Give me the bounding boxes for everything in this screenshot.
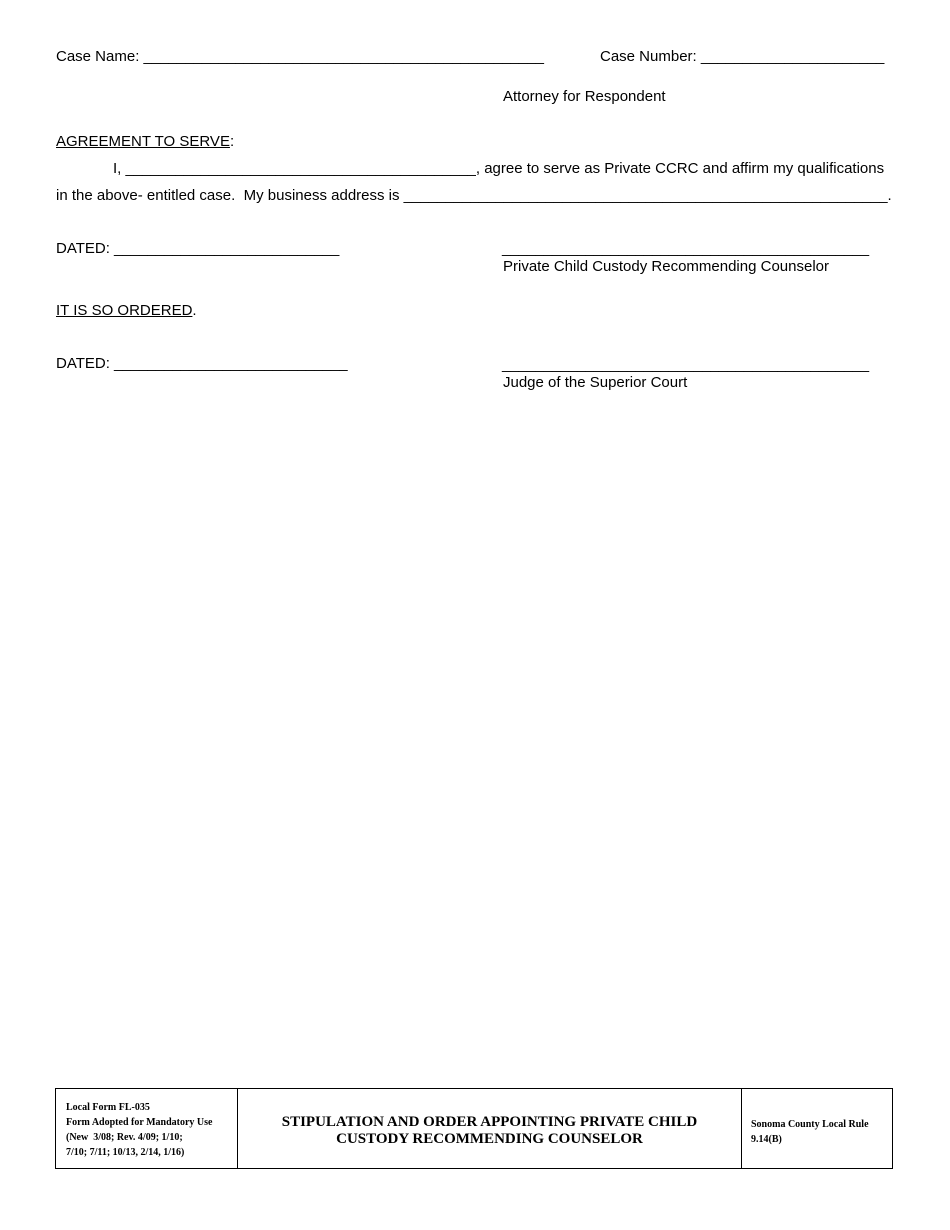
agreement-line-2: in the above- entitled case. My business address is __________________________________________________________.: [56, 187, 892, 204]
footer-form-info-line: Form Adopted for Mandatory Use: [66, 1117, 213, 1128]
agreement-line-1: I, __________________________________________, agree to serve as Private CCRC and affirm my qualifications: [113, 160, 885, 177]
footer-local-rule-line: Sonoma County Local Rule: [751, 1119, 869, 1130]
footer-local-rule: [741, 1089, 894, 1168]
attorney-for-respondent-label: Attorney for Respondent: [503, 88, 666, 105]
agreement-heading-text: AGREEMENT TO SERVE: [56, 133, 230, 150]
judge-dated-field: DATED: ____________________________: [56, 355, 348, 372]
agreement-heading-colon: :: [229, 133, 235, 150]
order-heading-text: IT IS SO ORDERED: [56, 302, 193, 319]
order-heading-period: .: [192, 302, 197, 319]
footer-form-info-line: Local Form FL-035: [66, 1102, 150, 1113]
footer-form-title: [238, 1089, 741, 1168]
agreement-heading: [56, 133, 234, 151]
order-heading: [56, 302, 197, 320]
judge-signature-line: ____________________________________________: [502, 356, 870, 373]
counselor-signature-label: Private Child Custody Recommending Counselor: [503, 258, 829, 275]
footer-title-line: CUSTODY RECOMMENDING COUNSELOR: [336, 1131, 643, 1147]
footer-form-info-line: 7/10; 7/11; 10/13, 2/14, 1/16): [66, 1147, 185, 1158]
footer-form-info-line: (New 3/08; Rev. 4/09; 1/10;: [66, 1132, 183, 1143]
case-name-field: Case Name: ________________________________________________: [56, 48, 544, 65]
judge-signature-label: Judge of the Superior Court: [503, 374, 688, 391]
footer-form-info: [56, 1089, 238, 1168]
counselor-dated-field: DATED: ___________________________: [56, 240, 340, 257]
form-footer: [55, 1088, 893, 1169]
footer-local-rule-line: 9.14(B): [751, 1134, 782, 1145]
counselor-signature-line: ____________________________________________: [502, 240, 870, 257]
footer-title-line: STIPULATION AND ORDER APPOINTING PRIVATE CHILD: [281, 1114, 698, 1130]
case-number-field: Case Number: ______________________: [600, 48, 885, 65]
